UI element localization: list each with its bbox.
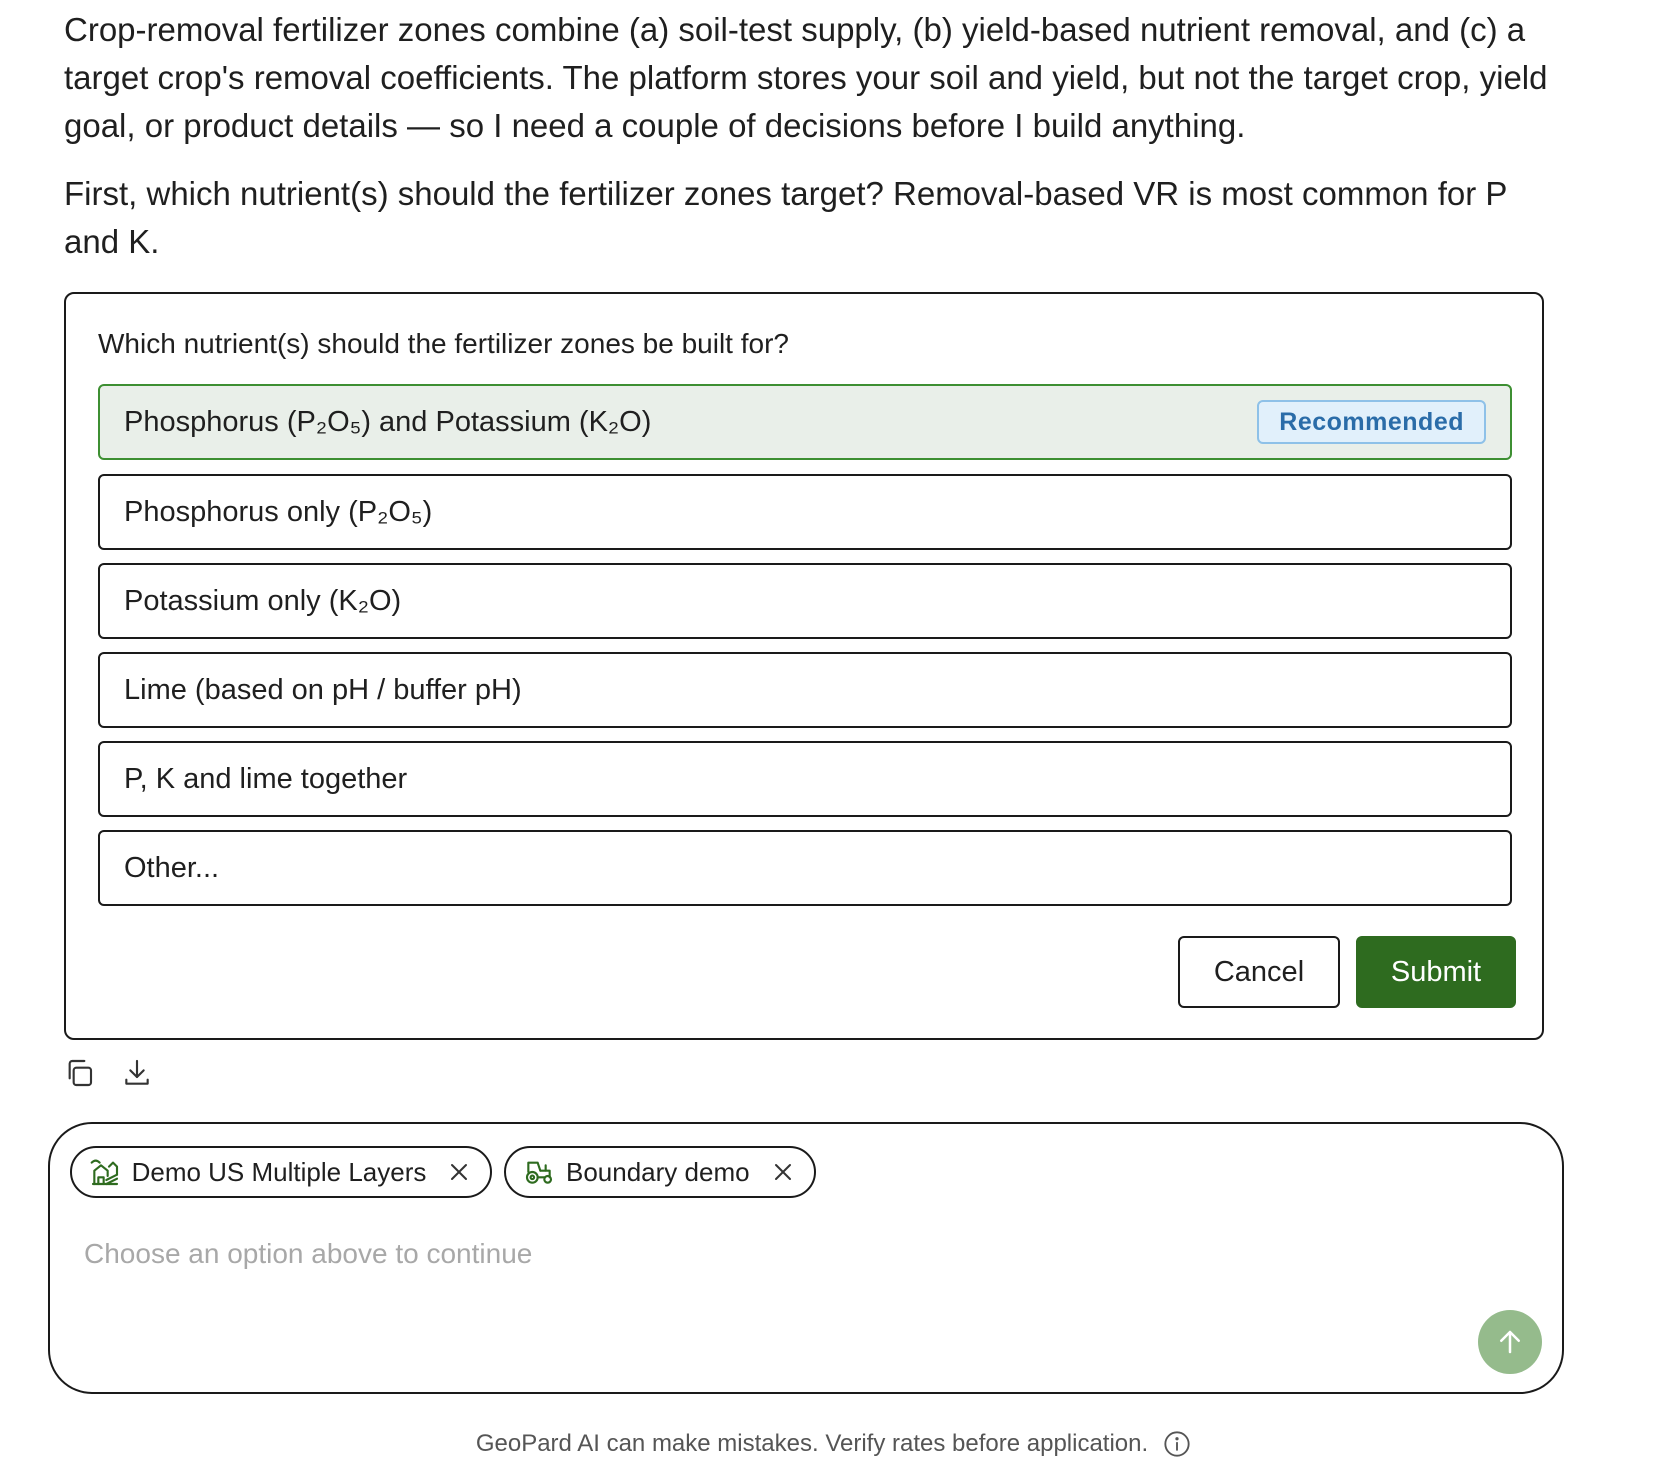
assistant-message — [64, 6, 1564, 266]
send-button[interactable] — [1478, 1310, 1542, 1374]
tractor-icon — [522, 1155, 556, 1189]
chip-label: Boundary demo — [566, 1156, 750, 1187]
disclaimer-text: GeoPard AI can make mistakes. Verify rates before application. — [475, 1430, 1149, 1457]
option-other[interactable] — [98, 830, 1512, 906]
message-paragraph-1: Crop-removal fertilizer zones combine (a) soil-test supply, (b) yield-based nutrient removal, and (c) a target crop's removal coefficients. The platform stores your soil and yield, but not the target crop, yield goal, or product details — so I need a couple of decisions before I build anything. — [64, 11, 1548, 144]
message-input[interactable] — [84, 1224, 1384, 1284]
option-phosphorus-only[interactable] — [98, 474, 1512, 550]
message-paragraph-2: First, which nutrient(s) should the fertilizer zones target? Removal-based VR is most common for P and K. — [64, 175, 1507, 260]
option-label: Phosphorus only (P₂O₅) — [124, 495, 433, 528]
cancel-button[interactable]: Cancel — [1178, 936, 1340, 1008]
option-label: Lime (based on pH / buffer pH) — [124, 673, 522, 706]
disclaimer — [0, 1426, 1668, 1462]
option-pk-and-lime[interactable] — [98, 741, 1512, 817]
option-label: Phosphorus (P₂O₅) and Potassium (K₂O) — [124, 405, 652, 438]
close-icon[interactable] — [444, 1157, 474, 1187]
question-card — [64, 292, 1544, 1040]
composer — [48, 1122, 1564, 1394]
copy-icon[interactable] — [62, 1056, 96, 1090]
context-chip-field[interactable] — [70, 1146, 492, 1198]
farm-icon — [88, 1155, 122, 1189]
recommended-badge: Recommended — [1257, 400, 1486, 444]
arrow-up-icon — [1495, 1327, 1525, 1357]
close-icon[interactable] — [768, 1157, 798, 1187]
option-label: Potassium only (K₂O) — [124, 584, 402, 617]
download-icon[interactable] — [120, 1056, 154, 1090]
context-chip-boundary[interactable] — [504, 1146, 816, 1198]
option-lime[interactable] — [98, 652, 1512, 728]
message-actions — [62, 1056, 154, 1090]
option-label: P, K and lime together — [124, 762, 408, 795]
question-title: Which nutrient(s) should the fertilizer zones be built for? — [98, 328, 789, 359]
info-icon[interactable] — [1162, 1429, 1192, 1459]
submit-button[interactable]: Submit — [1356, 936, 1516, 1008]
option-potassium-only[interactable] — [98, 563, 1512, 639]
chip-label: Demo US Multiple Layers — [131, 1156, 427, 1187]
option-label: Other... — [124, 851, 220, 884]
option-p-and-k[interactable] — [98, 384, 1512, 460]
